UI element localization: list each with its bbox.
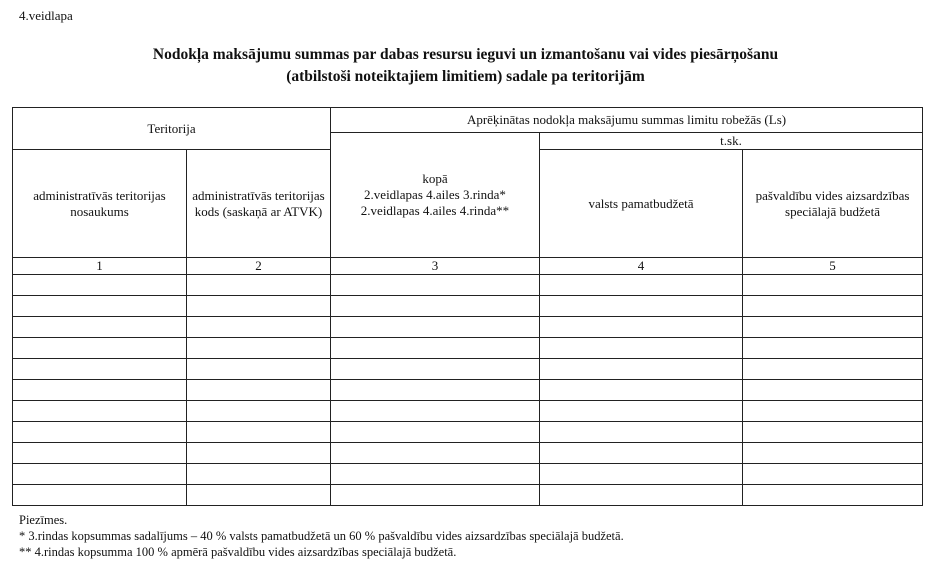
table-cell-empty[interactable] bbox=[13, 485, 187, 506]
table-row bbox=[13, 464, 923, 485]
table-cell-empty[interactable] bbox=[331, 443, 540, 464]
table-cell-empty[interactable] bbox=[13, 359, 187, 380]
table-cell-empty[interactable] bbox=[540, 338, 743, 359]
table-cell-empty[interactable] bbox=[331, 422, 540, 443]
notes bbox=[19, 512, 624, 560]
column-number: 4 bbox=[540, 258, 743, 275]
table-row bbox=[13, 359, 923, 380]
header-tsk: t.sk. bbox=[540, 133, 923, 150]
column-number: 2 bbox=[187, 258, 331, 275]
table-cell-empty[interactable] bbox=[743, 359, 923, 380]
form-label: 4.veidlapa bbox=[19, 8, 73, 23]
table-row bbox=[13, 443, 923, 464]
column-number-row bbox=[13, 258, 923, 275]
table-cell-empty[interactable] bbox=[540, 359, 743, 380]
header-aprekinatas: Aprēķinātas nodokļa maksājumu summas limitu robežās (Ls) bbox=[331, 108, 923, 133]
table-cell-empty[interactable] bbox=[187, 338, 331, 359]
table-cell-empty[interactable] bbox=[13, 443, 187, 464]
table-cell-empty[interactable] bbox=[540, 317, 743, 338]
table-cell-empty[interactable] bbox=[13, 380, 187, 401]
table-cell-empty[interactable] bbox=[331, 317, 540, 338]
table-row bbox=[13, 317, 923, 338]
table-cell-empty[interactable] bbox=[331, 401, 540, 422]
column-number: 3 bbox=[331, 258, 540, 275]
table-cell-empty[interactable] bbox=[743, 338, 923, 359]
table-cell-empty[interactable] bbox=[540, 443, 743, 464]
table-row bbox=[13, 296, 923, 317]
table-cell-empty[interactable] bbox=[13, 296, 187, 317]
table-cell-empty[interactable] bbox=[187, 359, 331, 380]
table-row bbox=[13, 401, 923, 422]
table-cell-empty[interactable] bbox=[331, 275, 540, 296]
table-cell-empty[interactable] bbox=[743, 443, 923, 464]
header-col4: valsts pamatbudžetā bbox=[540, 150, 743, 258]
header-col2: administratīvās teritorijas kods (saskaņā ar ATVK) bbox=[187, 150, 331, 258]
table-cell-empty[interactable] bbox=[187, 464, 331, 485]
title-line-1: Nodokļa maksājumu summas par dabas resursu ieguvi un izmantošanu vai vides piesārņošanu bbox=[152, 46, 779, 63]
table-row bbox=[13, 422, 923, 443]
table-cell-empty[interactable] bbox=[331, 338, 540, 359]
column-number: 1 bbox=[13, 258, 187, 275]
table-cell-empty[interactable] bbox=[331, 380, 540, 401]
table-cell-empty[interactable] bbox=[331, 359, 540, 380]
table-cell-empty[interactable] bbox=[743, 317, 923, 338]
header-row-1 bbox=[13, 108, 923, 133]
table-cell-empty[interactable] bbox=[331, 464, 540, 485]
table-cell-empty[interactable] bbox=[13, 317, 187, 338]
table-cell-empty[interactable] bbox=[743, 485, 923, 506]
table-cell-empty[interactable] bbox=[540, 401, 743, 422]
table-cell-empty[interactable] bbox=[743, 275, 923, 296]
table-cell-empty[interactable] bbox=[540, 485, 743, 506]
title-line-2: (atbilstoši noteiktajiem limitiem) sadale pa teritorijām bbox=[286, 68, 645, 85]
table-row bbox=[13, 338, 923, 359]
table-cell-empty[interactable] bbox=[13, 338, 187, 359]
table-cell-empty[interactable] bbox=[187, 380, 331, 401]
table-cell-empty[interactable] bbox=[187, 317, 331, 338]
table-body bbox=[13, 108, 923, 506]
table-cell-empty[interactable] bbox=[187, 296, 331, 317]
header-col3-line3: 2.veidlapas 4.ailes 4.rinda** bbox=[360, 203, 510, 218]
header-teritorija: Teritorija bbox=[13, 108, 331, 150]
header-col3-line2: 2.veidlapas 4.ailes 3.rinda* bbox=[364, 187, 506, 202]
table-cell-empty[interactable] bbox=[540, 380, 743, 401]
table-cell-empty[interactable] bbox=[13, 464, 187, 485]
table-cell-empty[interactable] bbox=[187, 401, 331, 422]
table-row bbox=[13, 485, 923, 506]
table-cell-empty[interactable] bbox=[187, 443, 331, 464]
table-cell-empty[interactable] bbox=[743, 464, 923, 485]
note-2: ** 4.rindas kopsumma 100 % apmērā pašvaldību vides aizsardzības speciālajā budžetā. bbox=[19, 545, 457, 559]
header-col3-line1: kopā bbox=[422, 171, 448, 186]
table-cell-empty[interactable] bbox=[743, 380, 923, 401]
column-number: 5 bbox=[743, 258, 923, 275]
table-cell-empty[interactable] bbox=[13, 401, 187, 422]
table-cell-empty[interactable] bbox=[743, 422, 923, 443]
table-cell-empty[interactable] bbox=[743, 296, 923, 317]
header-col5: pašvaldību vides aizsardzības speciālajā budžetā bbox=[743, 150, 923, 258]
page-title bbox=[0, 44, 931, 88]
note-1: * 3.rindas kopsummas sadalījums – 40 % valsts pamatbudžetā un 60 % pašvaldību vides aizsardzības speciālajā budžetā. bbox=[19, 529, 624, 543]
table-cell-empty[interactable] bbox=[540, 296, 743, 317]
header-col1: administratīvās teritorijas nosaukums bbox=[13, 150, 187, 258]
allocation-table bbox=[12, 107, 923, 506]
table-cell-empty[interactable] bbox=[187, 275, 331, 296]
table-cell-empty[interactable] bbox=[540, 275, 743, 296]
table-cell-empty[interactable] bbox=[331, 485, 540, 506]
table-row bbox=[13, 275, 923, 296]
table-cell-empty[interactable] bbox=[331, 296, 540, 317]
table-cell-empty[interactable] bbox=[540, 422, 743, 443]
header-col3 bbox=[331, 133, 540, 258]
table-row bbox=[13, 380, 923, 401]
table-cell-empty[interactable] bbox=[13, 422, 187, 443]
notes-heading: Piezīmes. bbox=[19, 513, 68, 527]
table-cell-empty[interactable] bbox=[13, 275, 187, 296]
table-cell-empty[interactable] bbox=[187, 422, 331, 443]
table-cell-empty[interactable] bbox=[540, 464, 743, 485]
table-cell-empty[interactable] bbox=[743, 401, 923, 422]
table-cell-empty[interactable] bbox=[187, 485, 331, 506]
